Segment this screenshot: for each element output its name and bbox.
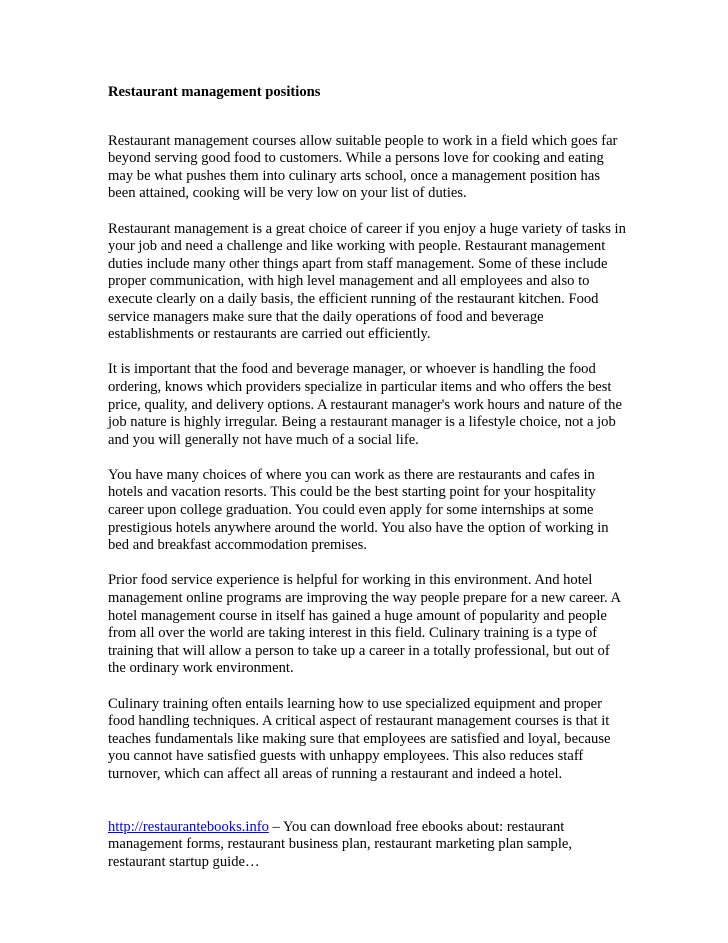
document-body	[108, 84, 628, 889]
paragraph-5: Prior food service experience is helpful for working in this environment. And hotel management online programs are improving the way people prepare for a new career. A hotel management course in itself has gained a huge amount of popularity and people from all over the world are taking interest in this field. Culinary training is a type of training that will allow a person to take up a career in a totally professional, but out of the ordinary work environment.	[108, 572, 621, 677]
paragraph-1: Restaurant management courses allow suitable people to work in a field which goes far beyond serving good food to customers. While a persons love for cooking and eating may be what pushes them into culinary arts school, once a management position has been attained, cooking will be very low on your list of duties.	[108, 132, 618, 202]
ebooks-link[interactable]: http://restaurantebooks.info	[108, 818, 269, 835]
paragraph-6: Culinary training often entails learning how to use specialized equipment and proper food handling techniques. A critical aspect of restaurant management courses is that it teaches fundamentals like making sure that employees are satisfied and loyal, because you cannot have satisfied guests with unhappy employees. This also reduces staff turnover, which can affect all areas of running a restaurant and indeed a hotel.	[108, 695, 611, 782]
paragraph-3: It is important that the food and beverage manager, or whoever is handling the food ordering, knows which providers specialize in particular items and who offers the best price, quality, and delivery options. A restaurant manager's work hours and nature of the job nature is highly irregular. Being a restaurant manager is a lifestyle choice, not a job and you will generally not have much of a social life.	[108, 361, 622, 448]
document-title: Restaurant management positions	[108, 84, 321, 100]
footer-paragraph	[108, 819, 628, 872]
paragraph-2: Restaurant management is a great choice of career if you enjoy a huge variety of tasks in your job and need a challenge and like working with people. Restaurant management duties include many other things apart from staff management. Some of these include proper communication, with high level management and all employees and also to execute clearly on a daily basis, the efficient running of the restaurant kitchen. Food service managers make sure that the daily operations of food and beverage establishments or restaurants are carried out efficiently.	[108, 220, 626, 343]
paragraph-4: You have many choices of where you can work as there are restaurants and cafes in hotels and vacation resorts. This could be the best starting point for your hospitality career upon college graduation. You could even apply for some internships at some prestigious hotels anywhere around the world. You also have the option of working in bed and breakfast accommodation premises.	[108, 466, 609, 554]
footer-text: – You can download free ebooks about: restaurant management forms, restaurant business plan, restaurant marketing plan sample, restaurant startup guide…	[108, 818, 573, 870]
